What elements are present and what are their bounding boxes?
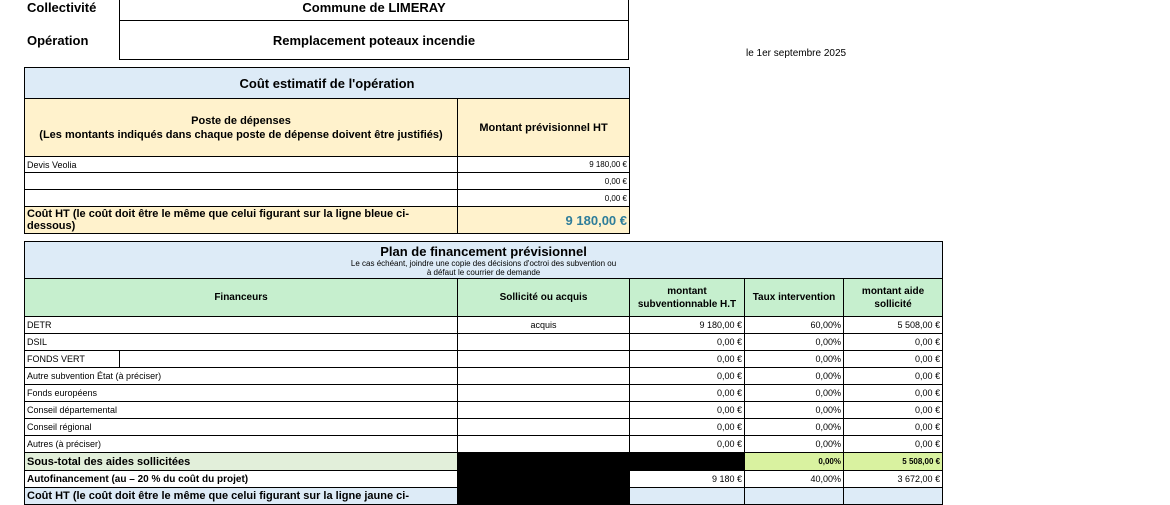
cost-col-montant: Montant prévisionnel HT (458, 99, 630, 157)
plan-col-financeurs: Financeurs (25, 279, 458, 317)
cost-total-label: Coût HT (le coût doit être le même que celui figurant sur la ligne bleue ci-dessous) (25, 207, 458, 234)
cost-row-amount: 0,00 € (458, 173, 630, 190)
plan-title: Plan de financement prévisionnel (380, 243, 587, 259)
plan-row-montant: 0,00 € (630, 368, 745, 385)
last-montant (630, 488, 745, 505)
plan-row-montant: 0,00 € (630, 419, 745, 436)
plan-row-label: DSIL (25, 334, 458, 351)
auto-label: Autofinancement (au – 20 % du coût du projet) (25, 471, 458, 488)
operation-value: Remplacement poteaux incendie (119, 20, 629, 60)
plan-note-line1: Le cas échéant, joindre une copie des décisions d'octroi des subvention ou (350, 258, 617, 268)
subtotal-blackout (458, 453, 745, 471)
plan-row-montant: 0,00 € (630, 402, 745, 419)
plan-row-taux: 0,00% (745, 402, 844, 419)
plan-row-taux: 0,00% (745, 436, 844, 453)
plan-row-montant: 0,00 € (630, 351, 745, 368)
subtotal-taux: 0,00% (745, 453, 844, 471)
cost-row-label (25, 173, 458, 190)
plan-row-aide: 5 508,00 € (844, 317, 943, 334)
plan-table (24, 241, 943, 505)
plan-row-aide: 0,00 € (844, 334, 943, 351)
plan-row-taux: 60,00% (745, 317, 844, 334)
last-blackout (458, 488, 630, 505)
plan-row-label: Conseil régional (25, 419, 458, 436)
plan-row-status: acquis (458, 317, 630, 334)
cost-row-label (25, 190, 458, 207)
plan-row-label: DETR (25, 317, 458, 334)
auto-montant: 9 180 € (630, 471, 745, 488)
date-text: le 1er septembre 2025 (746, 48, 847, 59)
last-label: Coût HT (le coût doit être le même que celui figurant sur la ligne jaune ci- (25, 488, 458, 505)
cost-title: Coût estimatif de l'opération (25, 68, 630, 99)
plan-row-label: Autre subvention État (à préciser) (25, 368, 458, 385)
cost-col-poste-title: Poste de dépenses (191, 114, 291, 127)
plan-row-label: Autres (à préciser) (25, 436, 458, 453)
plan-row-montant: 0,00 € (630, 385, 745, 402)
plan-row-aide: 0,00 € (844, 351, 943, 368)
cost-row-amount: 0,00 € (458, 190, 630, 207)
auto-aide: 3 672,00 € (844, 471, 943, 488)
plan-col-montant: montant subventionnable H.T (630, 279, 745, 317)
auto-blackout (458, 471, 630, 488)
plan-row-status (458, 385, 630, 402)
plan-row-taux: 0,00% (745, 351, 844, 368)
plan-row-taux: 0,00% (745, 368, 844, 385)
plan-row-status (458, 368, 630, 385)
cost-total-amount: 9 180,00 € (458, 207, 630, 234)
plan-row-status (458, 402, 630, 419)
plan-row-aide: 0,00 € (844, 402, 943, 419)
plan-row-montant: 9 180,00 € (630, 317, 745, 334)
plan-row-aide: 0,00 € (844, 419, 943, 436)
plan-row-montant: 0,00 € (630, 436, 745, 453)
cost-table (24, 67, 630, 234)
plan-row-aide: 0,00 € (844, 436, 943, 453)
plan-col-taux: Taux intervention (745, 279, 844, 317)
plan-title-cell (25, 242, 943, 279)
plan-row-label: FONDS VERT (25, 351, 120, 368)
last-aide (844, 488, 943, 505)
plan-row-taux: 0,00% (745, 385, 844, 402)
auto-taux: 40,00% (745, 471, 844, 488)
operation-label: Opération (27, 33, 89, 48)
plan-row-extra (120, 351, 458, 368)
plan-row-status (458, 334, 630, 351)
subtotal-aide: 5 508,00 € (844, 453, 943, 471)
plan-row-status (458, 436, 630, 453)
plan-row-taux: 0,00% (745, 334, 844, 351)
plan-row-status (458, 419, 630, 436)
collectivite-value: Commune de LIMERAY (119, 0, 629, 21)
subtotal-label: Sous-total des aides sollicitées (25, 453, 458, 471)
plan-row-status (458, 351, 630, 368)
plan-row-aide: 0,00 € (844, 368, 943, 385)
collectivite-label: Collectivité (27, 0, 97, 15)
plan-row-montant: 0,00 € (630, 334, 745, 351)
plan-row-label: Conseil départemental (25, 402, 458, 419)
cost-row-label: Devis Veolia (25, 157, 458, 173)
cost-row-amount: 9 180,00 € (458, 157, 630, 173)
plan-col-aide: montant aide sollicité (844, 279, 943, 317)
plan-row-taux: 0,00% (745, 419, 844, 436)
cost-col-poste-note: (Les montants indiqués dans chaque poste de dépense doivent être justifiés) (39, 128, 443, 141)
last-taux (745, 488, 844, 505)
plan-col-sollicite: Sollicité ou acquis (458, 279, 630, 317)
plan-note-line2: à défaut le courrier de demande (426, 267, 541, 277)
plan-row-label: Fonds européens (25, 385, 458, 402)
cost-col-poste (25, 99, 458, 157)
plan-row-aide: 0,00 € (844, 385, 943, 402)
